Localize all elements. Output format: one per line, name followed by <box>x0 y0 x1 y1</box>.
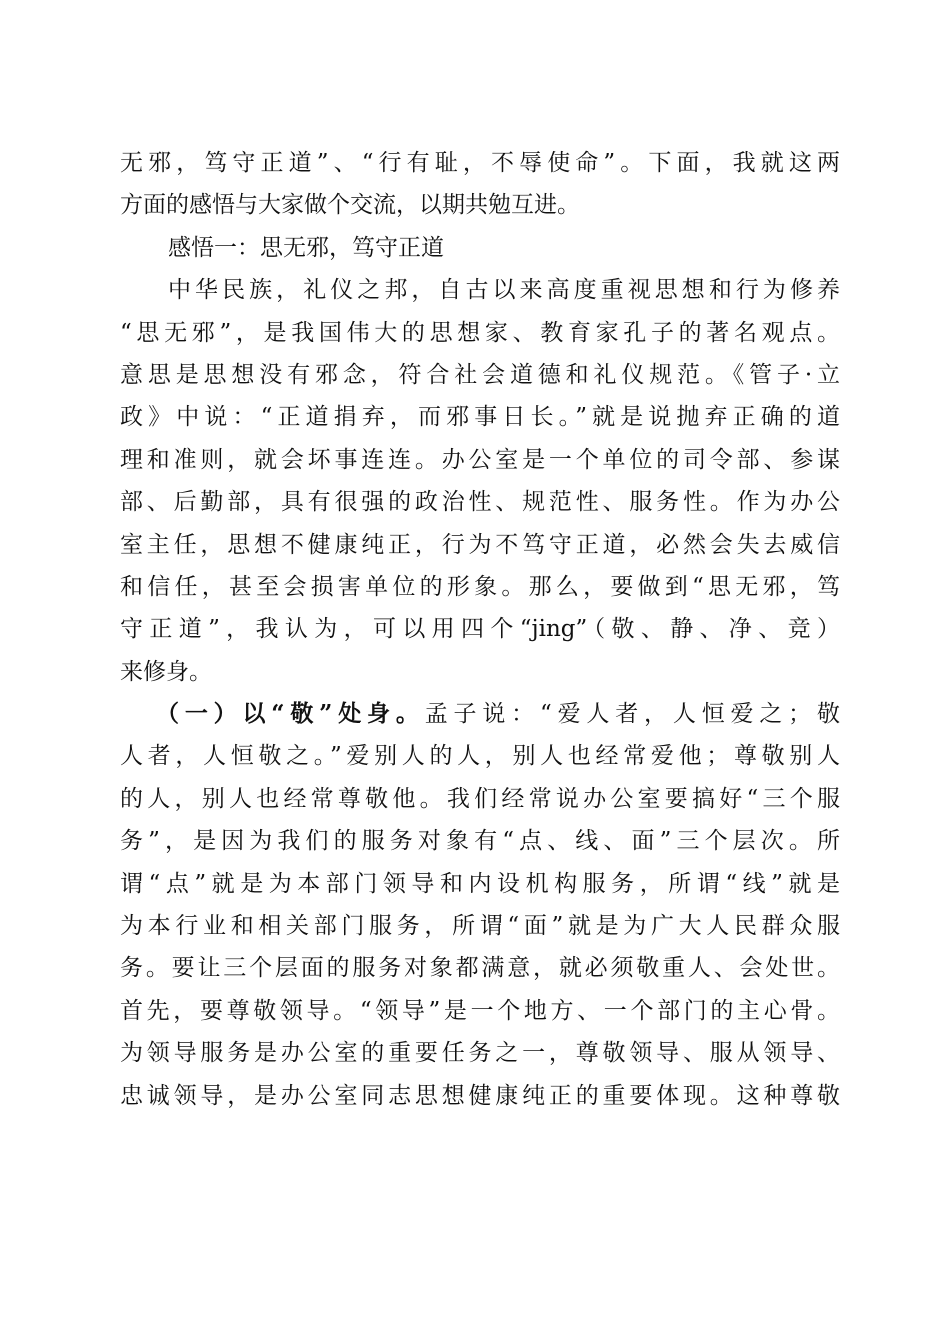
text-span: 孟子说：“爱人者，人恒爱之；敬 <box>424 701 840 728</box>
text-line: 无邪，笃守正道”、“行有耻，不辱使命”。下面，我就这两 <box>120 150 840 176</box>
document-body <box>120 146 840 1121</box>
text-line: 忠诚领导，是办公室同志思想健康纯正的重要体现。这种尊敬 <box>120 1082 840 1109</box>
text-line: 首先，要尊敬领导。“领导”是一个地方、一个部门的主心骨。 <box>120 997 840 1024</box>
subsection-heading: （一）以“敬”处身。 <box>156 700 425 728</box>
text-line: 中华民族，礼仪之邦，自古以来高度重视思想和行为修养 <box>168 277 840 304</box>
text-line: 室主任，思想不健康纯正，行为不笃守正道，必然会失去威信 <box>120 531 840 558</box>
text-line: 守正道”，我认为，可以用四个“jing”（敬、静、净、竞） <box>120 616 840 643</box>
text-line: “思无邪”，是我国伟大的思想家、教育家孔子的著名观点。 <box>120 319 840 346</box>
text-line: 为领导服务是办公室的重要任务之一，尊敬领导、服从领导、 <box>120 1040 840 1067</box>
text-line: 理和准则，就会坏事连连。办公室是一个单位的司令部、参谋 <box>120 446 840 473</box>
text-line: 部、后勤部，具有很强的政治性、规范性、服务性。作为办公 <box>120 489 840 516</box>
text-line: 的人，别人也经常尊敬他。我们经常说办公室要搞好“三个服 <box>120 785 840 812</box>
section-title: 感悟一：思无邪，笃守正道 <box>168 234 444 261</box>
text-line <box>120 697 840 739</box>
text-line: 谓“点”就是为本部门领导和内设机构服务，所谓“线”就是 <box>120 870 840 897</box>
text-line: 和信任，甚至会损害单位的形象。那么，要做到“思无邪，笃 <box>120 573 840 600</box>
text-line: 来修身。 <box>120 658 212 685</box>
text-line: 人者，人恒敬之。”爱别人的人，别人也经常爱他；尊敬别人 <box>120 743 840 770</box>
text-line: 务”，是因为我们的服务对象有“点、线、面”三个层次。所 <box>120 828 840 855</box>
text-line: 为本行业和相关部门服务，所谓“面”就是为广大人民群众服 <box>120 913 840 940</box>
text-line: 意思是思想没有邪念，符合社会道德和礼仪规范。《管子·立 <box>120 361 840 388</box>
text-line: 务。要让三个层面的服务对象都满意，就必须敬重人、会处世。 <box>120 955 840 982</box>
text-line: 方面的感悟与大家做个交流，以期共勉互进。 <box>120 192 580 219</box>
text-line: 政》中说：“正道捐弃，而邪事日长。”就是说抛弃正确的道 <box>120 404 840 431</box>
